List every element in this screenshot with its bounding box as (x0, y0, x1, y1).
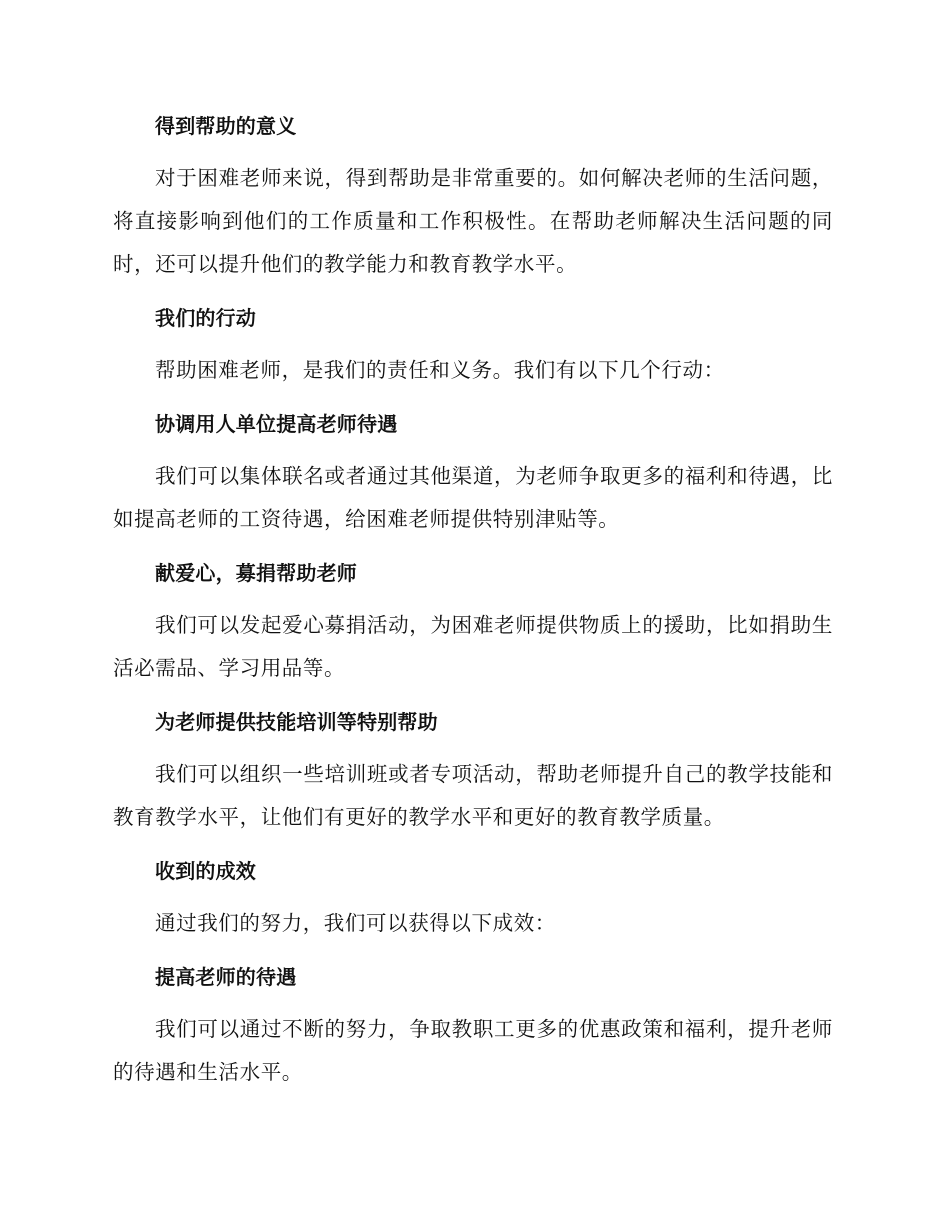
section-heading-improve-treatment: 协调用人单位提高老师待遇 (155, 412, 398, 436)
section-paragraph-raise-treatment: 我们可以通过不断的努力，争取教职工更多的优惠政策和福利，提升老师的待遇和生活水平。 (113, 1017, 833, 1084)
section-paragraph-results: 通过我们的努力，我们可以获得以下成效： (155, 911, 556, 935)
section-heading-donation: 献爱心，募捐帮助老师 (155, 561, 357, 585)
section-paragraph-donation: 我们可以发起爱心募捐活动，为困难老师提供物质上的援助，比如捐助生活必需品、学习用品等。 (113, 613, 833, 680)
section-heading-results: 收到的成效 (155, 859, 256, 883)
section-paragraph-training: 我们可以组织一些培训班或者专项活动，帮助老师提升自己的教学技能和教育教学水平，让他们有更好的教学水平和更好的教育教学质量。 (113, 762, 833, 829)
section-paragraph-improve-treatment: 我们可以集体联名或者通过其他渠道，为老师争取更多的福利和待遇，比如提高老师的工资待遇，给困难老师提供特别津贴等。 (113, 464, 833, 531)
document-body (113, 103, 833, 1103)
section-heading-actions: 我们的行动 (155, 306, 256, 330)
section-paragraph-actions: 帮助困难老师，是我们的责任和义务。我们有以下几个行动： (155, 358, 725, 382)
section-heading-significance: 得到帮助的意义 (155, 114, 297, 138)
section-heading-training: 为老师提供技能培训等特别帮助 (155, 710, 438, 734)
section-paragraph-significance: 对于困难老师来说，得到帮助是非常重要的。如何解决老师的生活问题，将直接影响到他们的工作质量和工作积极性。在帮助老师解决生活问题的同时，还可以提升他们的教学能力和教育教学水平。 (113, 166, 833, 276)
section-heading-raise-treatment: 提高老师的待遇 (155, 965, 297, 989)
